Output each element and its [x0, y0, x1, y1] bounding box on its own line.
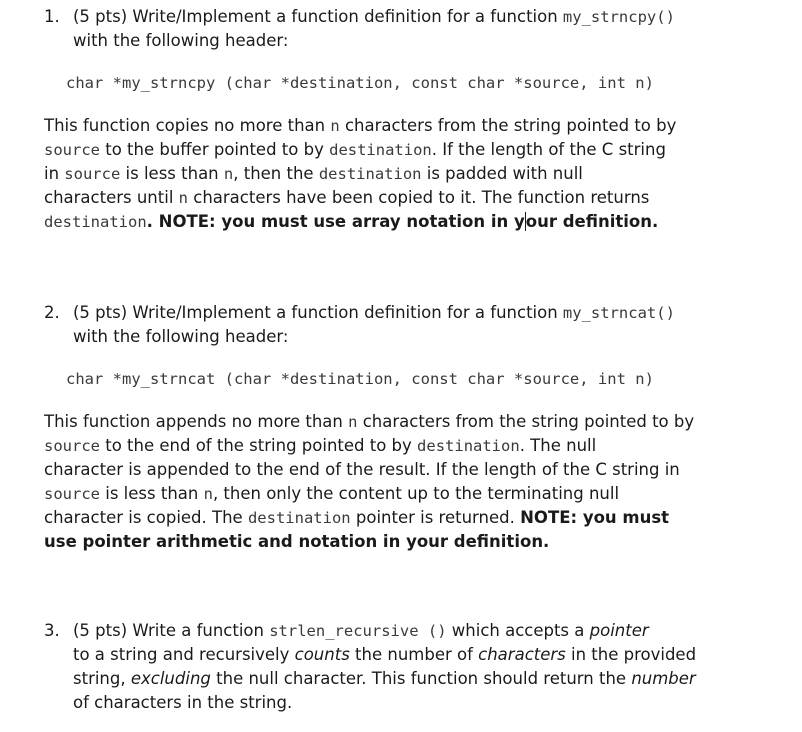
q2-note: use pointer arithmetic and notation in your definition. [44, 532, 550, 551]
q2-code-destination: destination [417, 437, 520, 455]
q2-text: to the end of the string pointed to by [100, 436, 418, 455]
q2-code-source: source [44, 485, 100, 503]
q1-function-header: char *my_strncpy (char *destination, const char *source, int n) [66, 74, 654, 92]
q2-text: , then only the content up to the terminating null [212, 484, 620, 503]
q2-code-source: source [44, 437, 100, 455]
q3-text: string, [73, 669, 131, 688]
q3-function-name: strlen_recursive () [269, 622, 447, 640]
q2-text: is less than [100, 484, 204, 503]
q2-text: character is appended to the end of the result. If the length of the C string in [44, 460, 680, 479]
q2-description [44, 410, 744, 554]
q3-text: which accepts a [446, 621, 590, 640]
q1-code-source: source [64, 165, 121, 183]
q1-text: in [44, 164, 65, 183]
q1-note-after-cursor: our definition. [525, 212, 659, 231]
q1-text: , then the [233, 164, 319, 183]
q1-code-destination: destination [318, 165, 422, 183]
question-2-heading [44, 301, 744, 349]
q2-text: . The null [519, 436, 597, 455]
q2-line1: (5 pts) Write/Implement a function definition for a function [73, 303, 563, 322]
q1-text: characters have been copied to it. The function returns [188, 188, 650, 207]
q2-function-name: my_strncat() [562, 304, 675, 322]
q2-function-header: char *my_strncat (char *destination, const char *source, int n) [66, 370, 654, 388]
q1-text: is padded with null [421, 164, 583, 183]
q1-code-source: source [44, 141, 100, 159]
q1-line2: with the following header: [73, 31, 289, 50]
q2-text: This function appends no more than [44, 412, 349, 431]
q2-code-n: n [348, 413, 358, 431]
question-1 [44, 5, 744, 234]
q2-note: NOTE: you must [520, 508, 670, 527]
question-3 [44, 619, 744, 715]
q1-code-n: n [223, 165, 234, 183]
question-2-number: 2. [44, 303, 60, 322]
q1-text: to the buffer pointed to by [100, 140, 330, 159]
question-1-heading [44, 5, 744, 53]
q3-emphasis-pointer: pointer [589, 621, 649, 640]
q1-code-destination: destination [329, 141, 432, 159]
q1-code-destination: destination [44, 213, 147, 231]
q3-emphasis-excluding: excluding [130, 669, 211, 688]
q3-emphasis-number: number [631, 669, 696, 688]
q1-line1: (5 pts) Write/Implement a function definition for a function [73, 7, 563, 26]
q3-text: in the provided [565, 645, 697, 664]
q1-text: characters from the string pointed to by [339, 116, 677, 135]
q2-text: pointer is returned. [350, 508, 521, 527]
q2-text: characters from the string pointed to by [357, 412, 695, 431]
question-3-number: 3. [44, 621, 60, 640]
q3-text: to a string and recursively [73, 645, 295, 664]
q1-note: . NOTE: you must use array notation in y [146, 212, 525, 231]
q1-function-name: my_strncpy() [562, 8, 675, 26]
question-3-body [44, 619, 744, 715]
q2-code-destination: destination [247, 509, 351, 527]
question-1-number: 1. [44, 7, 60, 26]
q3-emphasis-characters: characters [478, 645, 566, 664]
q1-description [44, 114, 744, 234]
q1-text: This function copies no more than [44, 116, 331, 135]
q3-text: (5 pts) Write a function [73, 621, 270, 640]
q3-text: of characters in the string. [73, 693, 293, 712]
q3-text: the null character. This function should return the [210, 669, 632, 688]
q2-text: character is copied. The [44, 508, 248, 527]
question-2 [44, 301, 744, 554]
q1-code-n: n [178, 189, 188, 207]
q1-text: characters until [44, 188, 179, 207]
q1-text: . If the length of the C string [431, 140, 666, 159]
q2-code-n: n [203, 485, 213, 503]
q3-emphasis-counts: counts [294, 645, 350, 664]
q2-line2: with the following header: [73, 327, 289, 346]
q1-code-n: n [330, 117, 340, 135]
q3-text: the number of [349, 645, 479, 664]
q1-text: is less than [120, 164, 224, 183]
